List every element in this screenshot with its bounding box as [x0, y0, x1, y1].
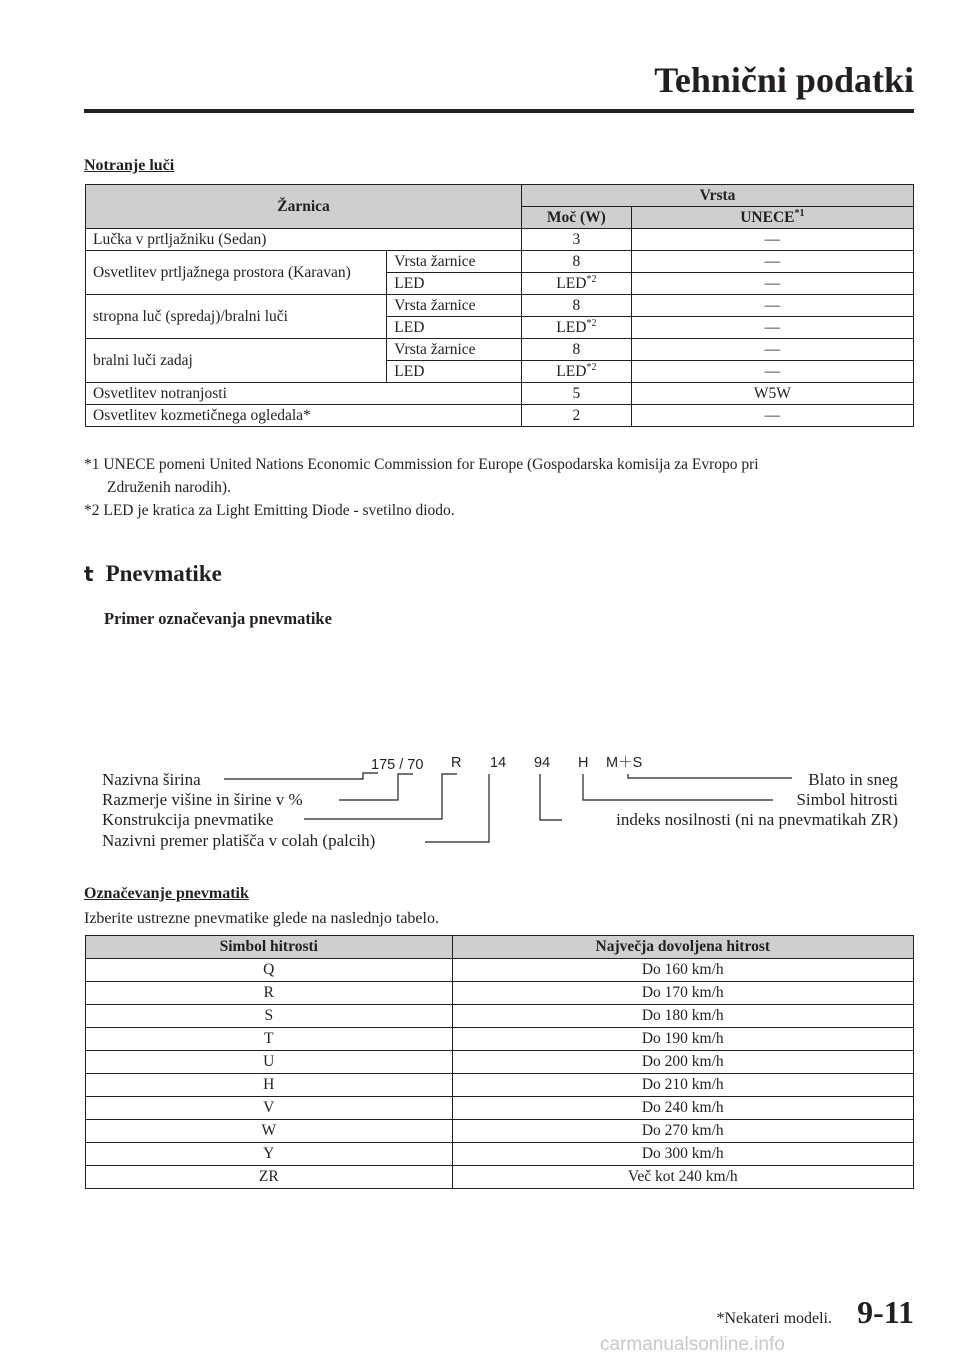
- tire-code-rim: 14: [490, 755, 507, 771]
- cell-symbol: U: [86, 1051, 453, 1074]
- cell-symbol: H: [86, 1074, 453, 1097]
- label-load-index: indeks nosilnosti (ni na pnevmatikah ZR): [616, 810, 898, 829]
- row-name: Osvetlitev kozmetičnega ogledala*: [86, 405, 522, 427]
- cell-speed: Do 170 km/h: [452, 982, 913, 1005]
- table-row: [86, 1097, 914, 1120]
- table-row: [86, 1074, 914, 1097]
- table-row: [86, 1166, 914, 1189]
- row-sub: LED: [387, 273, 522, 295]
- tire-code-size: 175 / 70: [371, 757, 424, 773]
- leader-construction: [304, 774, 457, 819]
- header-rule: [84, 109, 914, 113]
- cell-speed: Do 210 km/h: [452, 1074, 913, 1097]
- tire-code-construction: R: [451, 755, 462, 771]
- col-unece-text: UNECE: [740, 208, 795, 226]
- row-unece: —: [631, 317, 913, 339]
- cell-symbol: T: [86, 1028, 453, 1051]
- table-row: [86, 251, 914, 273]
- row-unece: —: [631, 339, 913, 361]
- row-unece: —: [631, 273, 913, 295]
- table-row: [86, 1143, 914, 1166]
- col-bulb: Žarnica: [86, 185, 522, 229]
- col-type: Vrsta: [522, 185, 914, 207]
- row-unece: —: [631, 251, 913, 273]
- page-title: Tehnični podatki: [654, 60, 914, 100]
- interior-lights-table: [85, 184, 914, 427]
- col-speed-symbol: Simbol hitrosti: [86, 936, 453, 959]
- row-name: bralni luči zadaj: [86, 339, 387, 383]
- col-max-speed: Največja dovoljena hitrost: [452, 936, 913, 959]
- row-power-text: LED: [556, 362, 587, 380]
- row-unece: —: [631, 361, 913, 383]
- table-row: [86, 383, 914, 405]
- tires-heading-text: Pnevmatike: [105, 561, 222, 586]
- speed-symbol-table: [85, 935, 914, 1189]
- cell-symbol: Y: [86, 1143, 453, 1166]
- row-power-note: *2: [586, 317, 597, 329]
- cell-symbol: V: [86, 1097, 453, 1120]
- row-power: [522, 273, 632, 295]
- row-name: [86, 251, 387, 295]
- label-rim: Nazivni premer platišča v colah (palcih): [102, 831, 376, 850]
- row-name: stropna luč (spredaj)/bralni luči: [86, 295, 387, 339]
- footnote-1-cont: Združenih narodih).: [107, 479, 231, 496]
- cell-speed: Do 190 km/h: [452, 1028, 913, 1051]
- tire-marking-text: Izberite ustrezne pnevmatike glede na naslednjo tabelo.: [84, 910, 439, 927]
- leader-width: [224, 773, 378, 779]
- leader-load: [540, 774, 562, 820]
- label-speed-symbol: Simbol hitrosti: [796, 790, 898, 809]
- row-unece: —: [631, 405, 913, 427]
- table-row: [86, 959, 914, 982]
- cell-symbol: Q: [86, 959, 453, 982]
- footnote-1: [84, 454, 759, 476]
- table-row: [86, 229, 914, 251]
- cell-speed: Do 300 km/h: [452, 1143, 913, 1166]
- table-row: [86, 295, 914, 317]
- label-mud-snow: Blato in sneg: [808, 770, 898, 789]
- footer-note: *Nekateri modeli.: [716, 1310, 832, 1327]
- cell-speed: Do 160 km/h: [452, 959, 913, 982]
- footnote-1-text: UNECE pomeni United Nations Economic Commission for Europe (Gospodarska komisija za Evropo pri: [103, 456, 759, 473]
- row-unece: —: [631, 295, 913, 317]
- label-construction: Konstrukcija pnevmatike: [102, 810, 274, 829]
- row-sub: LED: [387, 361, 522, 383]
- label-width: Nazivna širina: [102, 770, 201, 789]
- footnote-2: *2 LED je kratica za Light Emitting Diode - svetilno diodo.: [84, 502, 455, 519]
- row-sub: Vrsta žarnice: [387, 339, 522, 361]
- row-power: 8: [522, 251, 632, 273]
- cell-symbol: ZR: [86, 1166, 453, 1189]
- row-power: 2: [522, 405, 632, 427]
- row-power-text: LED: [556, 274, 587, 292]
- row-unece: —: [631, 229, 913, 251]
- table-row: [86, 1028, 914, 1051]
- label-aspect: Razmerje višine in širine v %: [102, 790, 303, 809]
- table-row: [86, 339, 914, 361]
- cell-symbol: S: [86, 1005, 453, 1028]
- table-row: [86, 405, 914, 427]
- row-sub: Vrsta žarnice: [387, 251, 522, 273]
- interior-lights-heading: Notranje luči: [84, 157, 175, 174]
- row-power-note: *2: [586, 273, 597, 285]
- tires-heading: [84, 560, 222, 588]
- footnote-1-mark: *1: [84, 456, 100, 473]
- cell-speed: Do 200 km/h: [452, 1051, 913, 1074]
- row-name: Osvetlitev notranjosti: [86, 383, 522, 405]
- section-marker-icon: t: [84, 562, 94, 586]
- cell-speed: Več kot 240 km/h: [452, 1166, 913, 1189]
- row-sub: LED: [387, 317, 522, 339]
- row-power: [522, 317, 632, 339]
- col-unece-note: *1: [794, 207, 805, 219]
- tire-example-heading: Primer označevanja pnevmatike: [104, 609, 332, 628]
- table-row: [86, 982, 914, 1005]
- tire-marking-heading: Označevanje pnevmatik: [84, 885, 249, 902]
- col-power: Moč (W): [522, 207, 632, 229]
- row-name-text: Osvetlitev prtljažnega prostora (Karavan): [93, 263, 351, 281]
- cell-speed: Do 180 km/h: [452, 1005, 913, 1028]
- table-row: [86, 1005, 914, 1028]
- leader-rim: [425, 774, 489, 842]
- tire-code-load: 94: [534, 755, 551, 771]
- cell-symbol: R: [86, 982, 453, 1005]
- row-unece: W5W: [631, 383, 913, 405]
- leader-aspect: [339, 774, 413, 800]
- tire-code-ms: M＋S: [606, 755, 643, 771]
- row-power: 3: [522, 229, 632, 251]
- table-row: [86, 1051, 914, 1074]
- row-sub: Vrsta žarnice: [387, 295, 522, 317]
- row-power: 8: [522, 295, 632, 317]
- table-header-row: [86, 185, 914, 207]
- cell-speed: Do 270 km/h: [452, 1120, 913, 1143]
- row-power-text: LED: [556, 318, 587, 336]
- cell-speed: Do 240 km/h: [452, 1097, 913, 1120]
- row-power: 8: [522, 339, 632, 361]
- cell-symbol: W: [86, 1120, 453, 1143]
- row-name: Lučka v prtljažniku (Sedan): [86, 229, 522, 251]
- row-power: [522, 361, 632, 383]
- page-number: 9-11: [857, 1294, 914, 1330]
- row-power-note: *2: [586, 361, 597, 373]
- table-header-row: [86, 936, 914, 959]
- tire-code-speed: H: [578, 755, 589, 771]
- row-power: 5: [522, 383, 632, 405]
- table-row: [86, 1120, 914, 1143]
- col-unece: [631, 207, 913, 229]
- leader-mud-snow: [628, 774, 792, 778]
- watermark: carmanualsonline.info: [600, 1334, 785, 1355]
